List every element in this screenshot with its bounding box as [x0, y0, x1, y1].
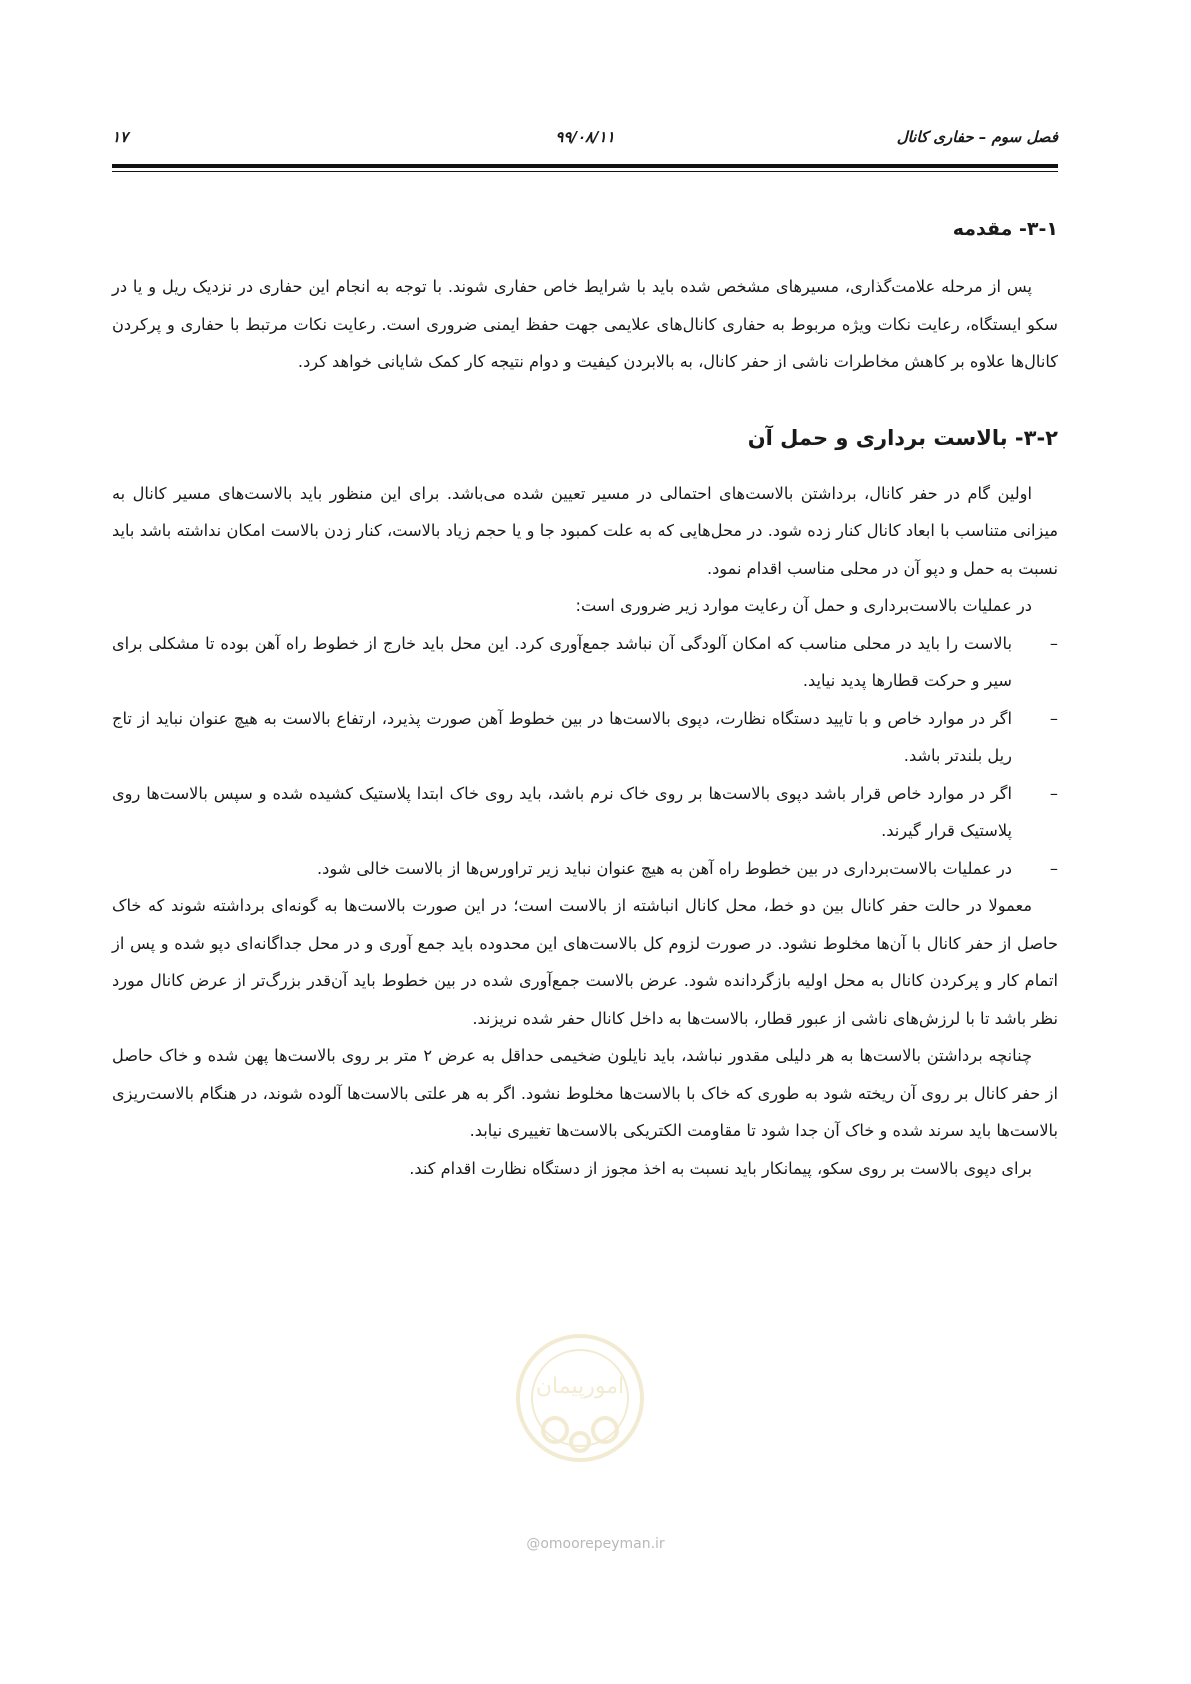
- page-number: ۱۷: [112, 128, 129, 146]
- header-rule-thick: [112, 164, 1058, 168]
- list-item: – بالاست را باید در محلی مناسب که امکان آلودگی آن نباشد جمع‌آوری کرد. این محل باید خارج از خطوط راه آهن بوده تا مشکلی برای سیر و حرکت قطارها پدید نیاید.: [112, 625, 1058, 700]
- ballast-paragraph-3: معمولا در حالت حفر کانال بین دو خط، محل کانال انباشته از بالاست است؛ در این صورت بالاست‌ها به گونه‌ای برداشته شوند که خاک حاصل از حفر کانال با آن‌ها مخلوط نشود. در صورت لزوم کل بالاست‌های این محدوده باید جمع آوری و در محل جداگانه‌ای دپو شده و پس از اتمام کار و پرکردن کانال به محل اولیه بازگردانده شود. عرض بالاست جمع‌آوری شده در بین خطوط باید آن‌قدر بزرگ‌تر از عرض کانال مورد نظر باشد تا با لرزش‌های ناشی از عبور قطار، بالاست‌ها به داخل کانال حفر شده نریزند.: [112, 896, 1058, 1028]
- ballast-paragraph-1: اولین گام در حفر کانال، برداشتن بالاست‌های احتمالی در مسیر تعیین شده می‌باشد. برای این منظور باید بالاست‌های مسیر کانال به میزانی متناسب با ابعاد کانال کنار زده شود. در محل‌هایی که به علت کمبود جا و یا حجم زیاد بالاست، کنار زدن بالاست امکان نداشته باشد باید نسبت به حمل و دپو آن در محلی مناسب اقدام نمود.: [112, 483, 1058, 578]
- dash-bullet: –: [1049, 783, 1058, 803]
- document-body: [112, 214, 1058, 1187]
- section-heading-intro: ۳-۱- مقدمه: [952, 218, 1058, 240]
- list-item: – در عملیات بالاست‌برداری در بین خطوط راه آهن به هیچ عنوان نباید زیر تراورس‌ها از بالاست خالی شود.: [112, 850, 1058, 888]
- page-header: [112, 128, 1058, 154]
- list-item: – اگر در موارد خاص قرار باشد دپوی بالاست‌ها بر روی خاک نرم باشد، باید روی خاک ابتدا پلاستیک کشیده شده و سپس بالاست‌ها روی پلاستیک قرار گیرند.: [112, 775, 1058, 850]
- dash-bullet: –: [1049, 858, 1058, 878]
- list-item: – اگر در موارد خاص و با تایید دستگاه نظارت، دپوی بالاست‌ها در بین خطوط آهن صورت پذیرد، ارتفاع بالاست به هیچ عنوان نباید از تاج ریل بلندتر باشد.: [112, 700, 1058, 775]
- ballast-paragraph-2: در عملیات بالاست‌برداری و حمل آن رعایت موارد زیر ضروری است:: [575, 596, 1032, 615]
- ballast-paragraph-5: برای دپوی بالاست بر روی سکو، پیمانکار باید نسبت به اخذ مجوز از دستگاه نظارت اقدام کند.: [409, 1158, 1032, 1178]
- ballast-paragraph-4: چنانچه برداشتن بالاست‌ها به هر دلیلی مقدور نباشد، باید نایلون ضخیمی حداقل به عرض ۲ متر بر روی بالاست‌ها پهن شده و خاک حاصل از حفر کانال بر روی آن ریخته شود به طوری که خاک با بالاست‌ها مخلوط نشود. اگر به هر علتی بالاست‌ها آلوده شوند، در هنگام بالاست‌ریزی بالاست‌ها باید سرند شده و خاک آن جدا شود تا مقاومت الکتریکی بالاست‌ها تغییری نیابد.: [112, 1046, 1058, 1140]
- intro-paragraph: پس از مرحله علامت‌گذاری، مسیرهای مشخص شده باید با شرایط خاص حفاری شوند. با توجه به انجام این حفاری در نزدیک ریل و یا در سکو ایستگاه، رعایت نکات ویژه مربوط به حفاری کانال‌های علایمی جهت حفظ ایمنی ضروری است. رعایت نکات مرتبط با حفاری و پرکردن کانال‌ها علاوه بر کاهش مخاطرات ناشی از حفر کانال، به بالابردن کیفیت و دوام نتیجه کار کمک شایانی خواهد کرد.: [112, 277, 1058, 371]
- ballast-rules-list: [112, 625, 1058, 888]
- watermark-url: @omoorepeyman.ir: [526, 1536, 665, 1552]
- dash-bullet: –: [1049, 708, 1058, 728]
- dash-bullet: –: [1049, 633, 1058, 653]
- chapter-title: فصل سوم – حفاری کانال: [896, 128, 1058, 146]
- header-date: ۹۹/۰۸/۱۱: [555, 128, 615, 146]
- watermark-logo-icon: [495, 1318, 665, 1478]
- header-rule-thin: [112, 171, 1058, 172]
- section-heading-ballast: ۳-۲- بالاست برداری و حمل آن: [747, 425, 1058, 450]
- watermark-logo-text: امورپیمان: [535, 1374, 625, 1399]
